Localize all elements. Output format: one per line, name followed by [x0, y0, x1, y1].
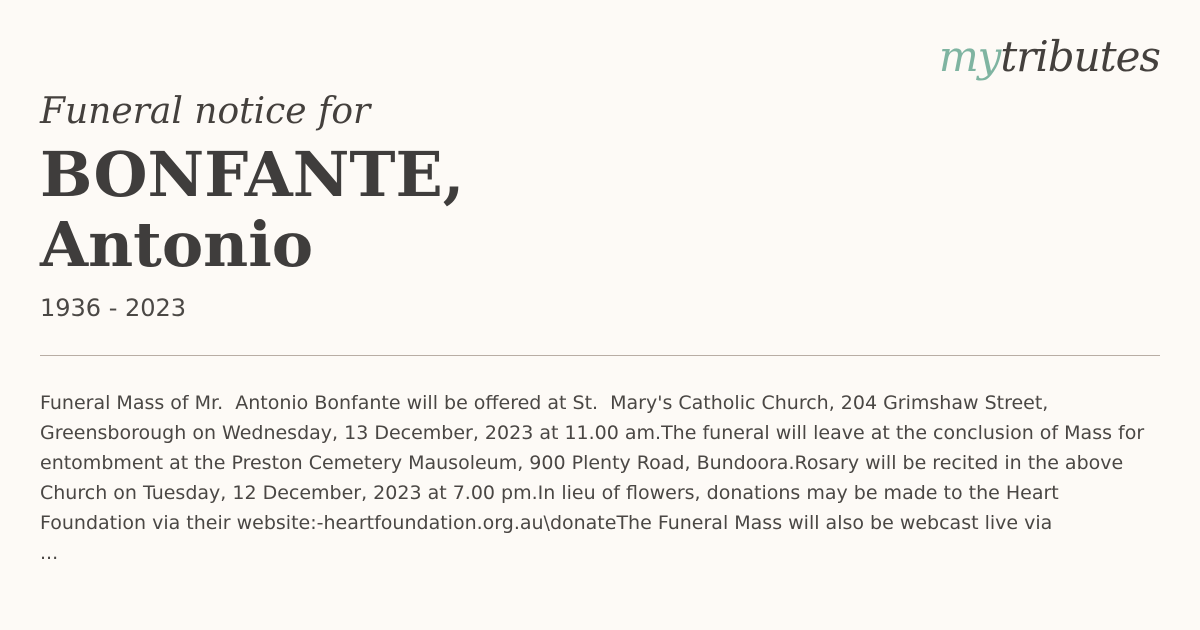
life-years: 1936 - 2023 [40, 294, 187, 322]
logo-my-text: my [938, 32, 1001, 81]
deceased-surname: BONFANTE, [40, 137, 465, 211]
deceased-given-name: Antonio [40, 207, 314, 281]
notice-heading: Funeral notice for [40, 91, 371, 132]
notice-header [40, 92, 840, 280]
logo-tributes-text: tributes [1000, 32, 1160, 81]
notice-ellipsis: ... [40, 542, 59, 564]
divider [40, 355, 1160, 356]
notice-body: Funeral Mass of Mr. Antonio Bonfante will be offered at St. Mary's Catholic Church, 204 Grimshaw Street, Greensborough on Wednesday, 13 December, 2023 at 11.00 am.The funeral will leave at the conclusion of Mass for entombment at the Preston Cemetery Mausoleum, 900 Plenty Road, Bundoora.Rosary will be recited in the above Church on Tuesday, 12 December, 2023 at 7.00 pm.In lieu of flowers, donations may be made to the Heart Foundation via their website:-heartfoundation.org.au\donateThe Funeral Mass will also be webcast live via [40, 392, 1151, 534]
mytributes-logo [938, 32, 1160, 81]
